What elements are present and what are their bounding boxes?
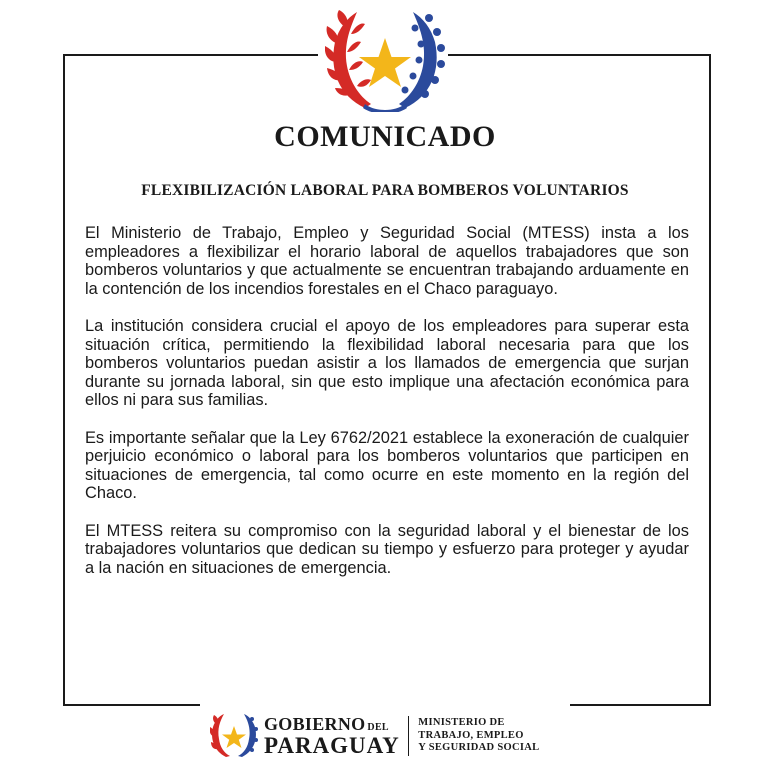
page-title: COMUNICADO bbox=[274, 120, 496, 153]
government-wordmark bbox=[264, 715, 400, 757]
body-paragraph-4: El MTESS reitera su compromiso con la seguridad laboral y el bienestar de los trabajadores voluntarios que dedican su tiempo y esfuerzo para proteger y ayudar a la nación en situaciones de emergencia. bbox=[85, 521, 689, 577]
gobierno-paraguay-logo-icon bbox=[210, 713, 258, 759]
body-paragraph-1: El Ministerio de Trabajo, Empleo y Seguridad Social (MTESS) insta a los empleadores a flexibilizar el horario laboral de aquellos trabajadores que son bomberos voluntarios y que actualmente se encuentran trabajando arduamente en la contención de los incendios forestales en el Chaco paraguayo. bbox=[85, 224, 689, 298]
page-subtitle: FLEXIBILIZACIÓN LABORAL PARA BOMBEROS VOLUNTARIOS bbox=[141, 182, 629, 199]
communique-body bbox=[85, 224, 689, 596]
gov-line-2: PARAGUAY bbox=[264, 733, 400, 758]
ministry-line-3: Y SEGURIDAD SOCIAL bbox=[418, 742, 540, 754]
body-paragraph-2: La institución considera crucial el apoyo de los empleadores para superar esta situación crítica, permitiendo la flexibilidad laboral necesaria para que los bomberos voluntarios puedan asistir a los llamados de emergencia que surjan durante su jornada laboral, sin que esto implique una afectación económica para ellos ni para sus familias. bbox=[85, 316, 689, 410]
ministry-line-2: TRABAJO, EMPLEO bbox=[418, 729, 524, 741]
footer-divider bbox=[408, 716, 410, 756]
ministry-name bbox=[418, 717, 539, 755]
body-paragraph-3: Es importante señalar que la Ley 6762/2021 establece la exoneración de cualquier perjuicio económico o laboral para los bomberos voluntarios que participen en situaciones de emergencia, tal como ocurre en este momento en la región del Chaco. bbox=[85, 428, 689, 503]
gov-line-1: GOBIERNO bbox=[264, 714, 366, 734]
footer-logo-block bbox=[210, 712, 570, 760]
paraguay-national-seal-icon bbox=[325, 8, 445, 112]
gov-del: DEL bbox=[367, 722, 389, 733]
ministry-line-1: MINISTERIO DE bbox=[418, 717, 505, 729]
